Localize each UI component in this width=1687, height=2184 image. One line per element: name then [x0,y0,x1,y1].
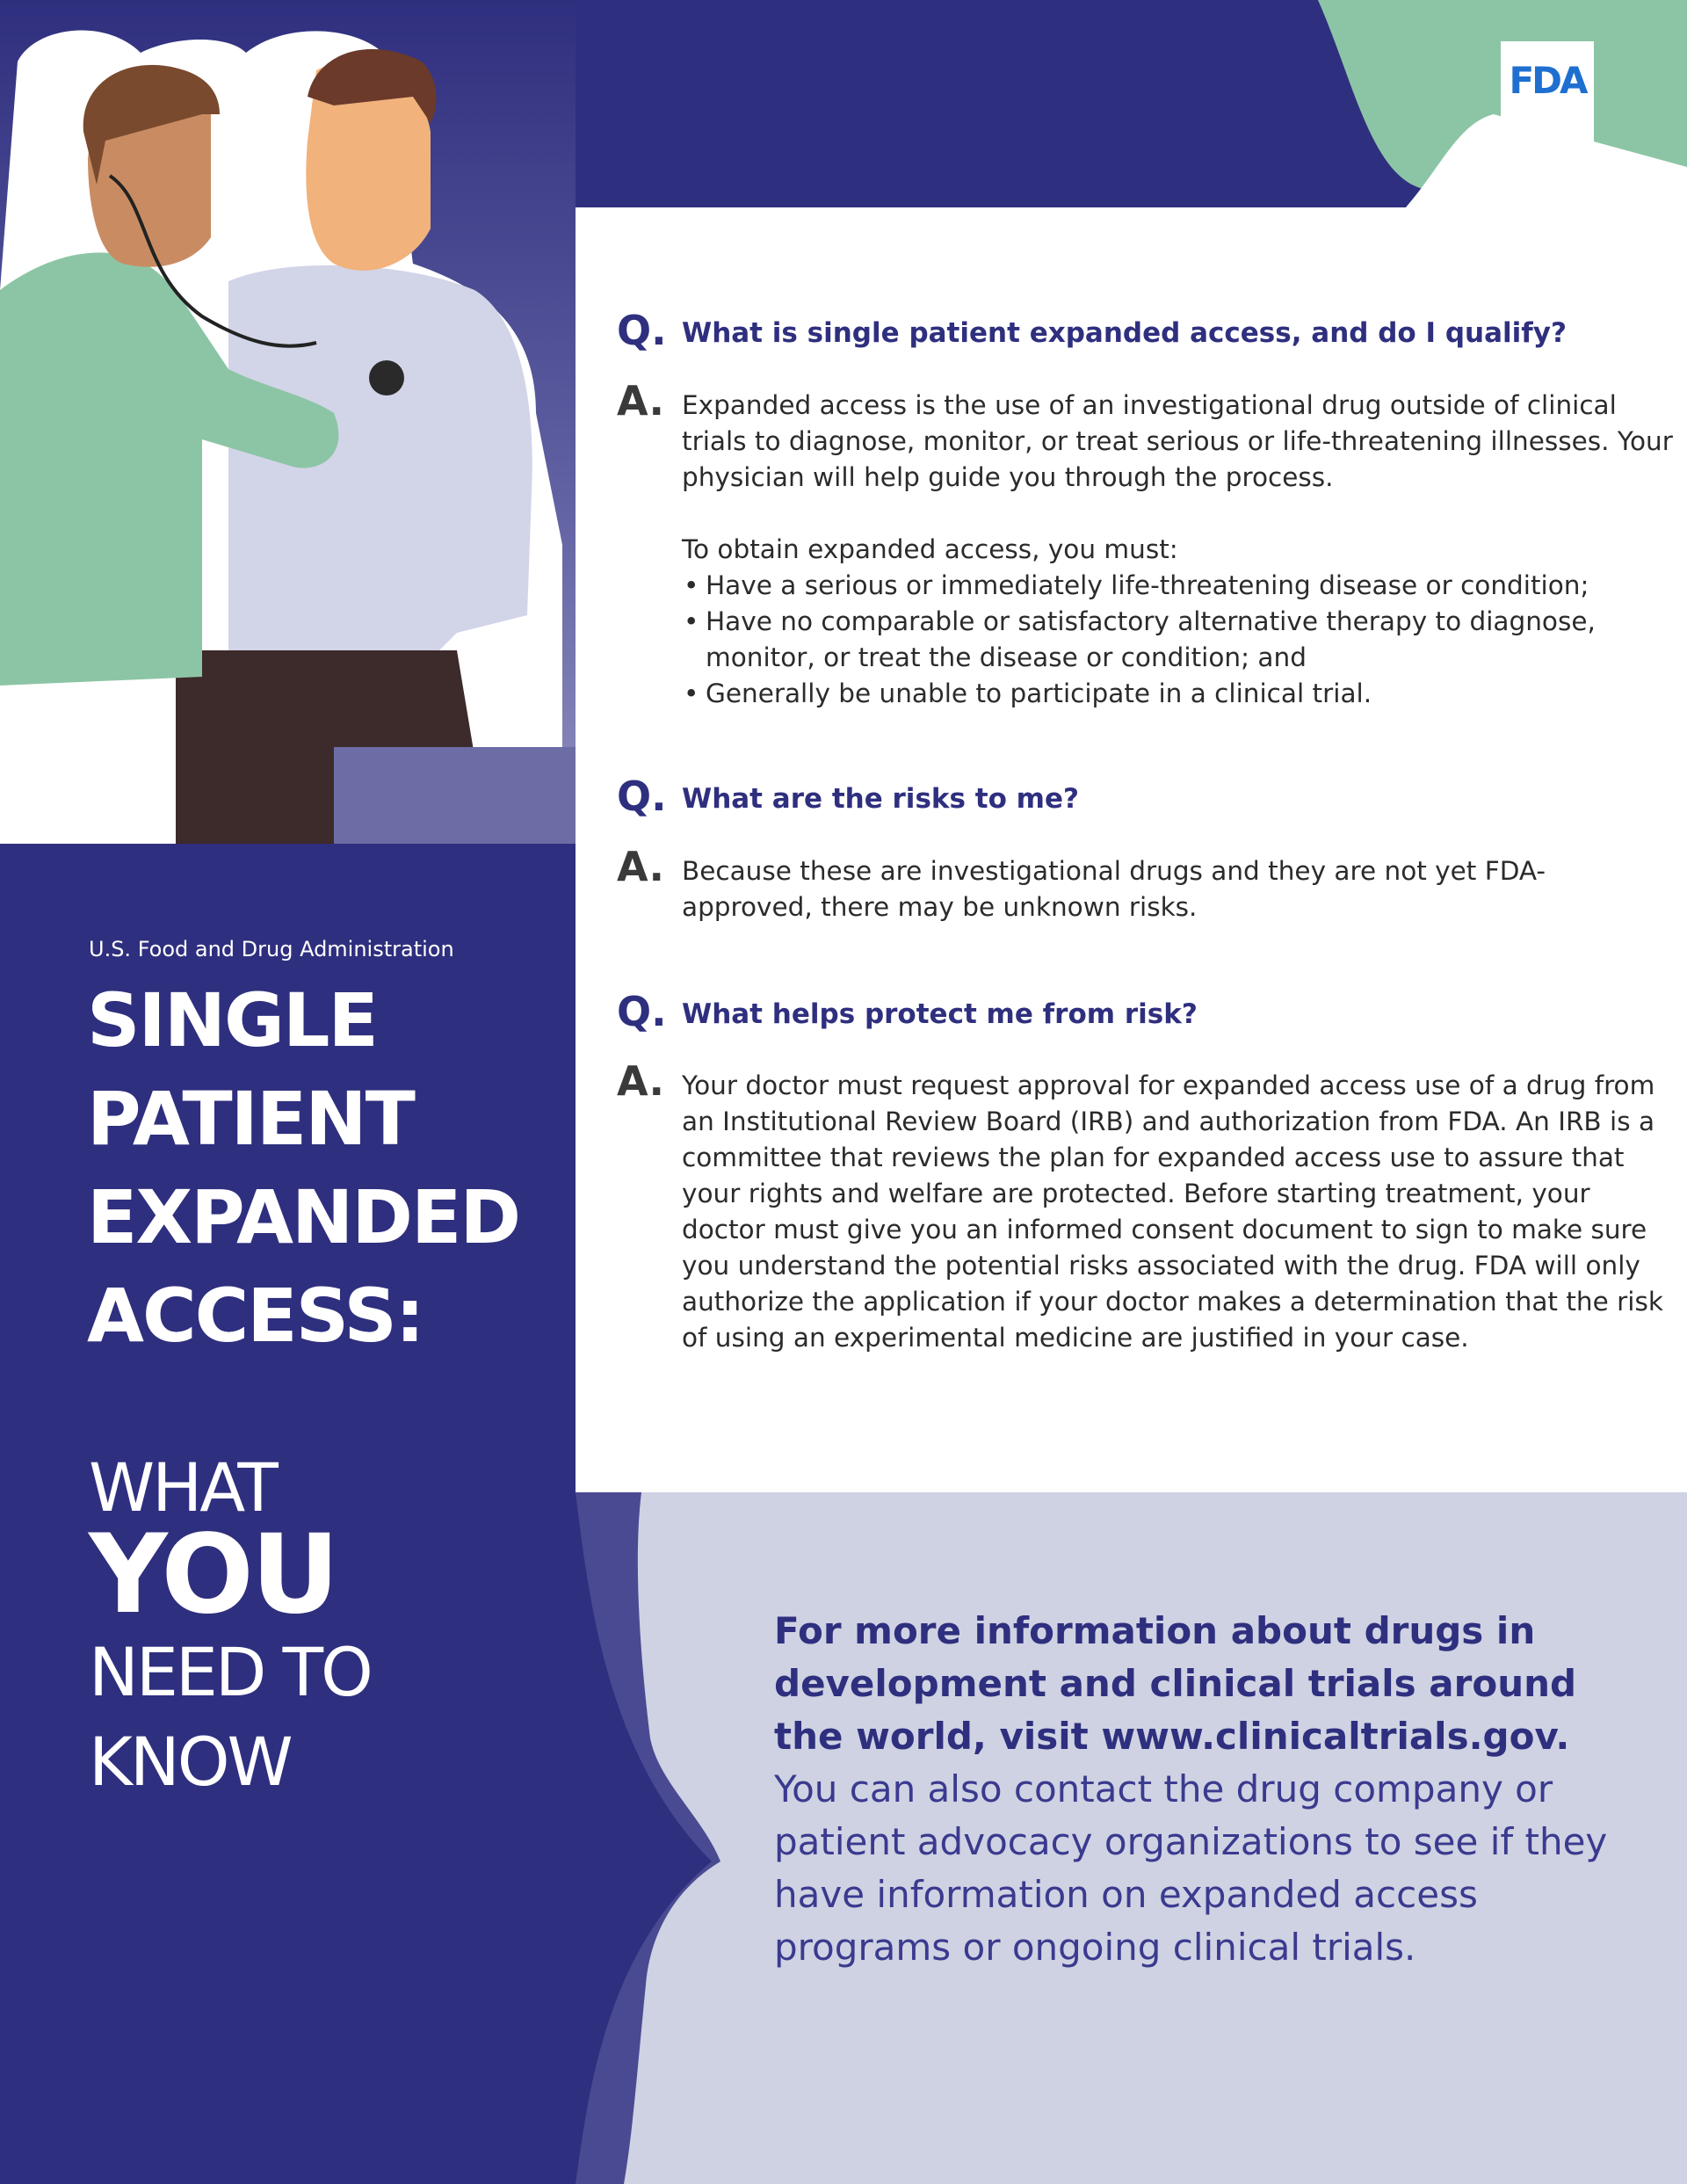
answer-marker: A. [617,1057,664,1105]
answer-text [682,853,1675,925]
subtitle-need-to: NEED TO [89,1633,371,1711]
question-marker: Q. [617,307,667,354]
answer-intro: To obtain expanded access, you must: [682,534,1178,564]
title-line: ACCESS: [87,1273,424,1359]
list-item: • Have no comparable or satisfactory alternative therapy to diagnose, monitor, or treat the disease or condition; and [682,604,1675,676]
more-info-regular: You can also contact the drug company or patient advocacy organizations to see if they have information on expanded access programs or ongoing clinical trials. [774,1767,1608,1969]
question-text: What are the risks to me? [682,783,1079,815]
answer-paragraph: Because these are investigational drugs and they are not yet FDA-approved, there may be unknown risks. [682,856,1546,922]
answer-paragraph: Expanded access is the use of an investigational drug outside of clinical trials to diagnose, monitor, or treat serious or life-threatening illnesses. Your physician will help guide you through the process. [682,390,1673,492]
answer-paragraph: Your doctor must request approval for expanded access use of a drug from an Institutional Review Board (IRB) and authorization from FDA. An IRB is a committee that reviews the plan for expanded access use to assure that your rights and welfare are protected. Before starting treatment, your doctor must give you an informed consent document to sign to make sure you understand the potential risks associated with the drug. FDA will only authorize the application if your doctor makes a determination that the risk of using an experimental medicine are justified in your case. [682,1070,1663,1353]
question-text: What helps protect me from risk? [682,998,1198,1030]
question-marker: Q. [617,773,667,820]
list-item: • Have a serious or immediately life-threatening disease or condition; [682,568,1675,604]
question-text: What is single patient expanded access, and do I qualify? [682,317,1567,349]
organization-name: U.S. Food and Drug Administration [89,937,454,961]
title-line: SINGLE [87,977,377,1063]
doctor-patient-illustration [0,0,576,844]
fda-logo-text: FDA [1509,59,1586,102]
answer-text [682,1068,1675,1356]
subtitle-you: YOU [89,1512,337,1638]
answer-marker: A. [617,843,664,890]
info-panel-notch [536,1492,738,2184]
answer-marker: A. [617,377,664,424]
question-marker: Q. [617,988,667,1035]
fda-logo [1501,41,1594,153]
cover-title [87,971,519,1365]
more-info-bold: For more information about drugs in development and clinical trials around the world, visit www.clinicaltrials.gov. [774,1609,1577,1758]
qa-panel [576,207,1687,1492]
title-line: PATIENT [87,1076,414,1162]
subtitle-know: KNOW [89,1723,291,1801]
list-item: • Generally be unable to participate in a clinical trial. [682,676,1675,712]
answer-text [682,388,1675,712]
more-info-text [774,1605,1653,1974]
requirements-list [682,568,1675,712]
subtitle-what: WHAT [89,1448,276,1527]
title-line: EXPANDED [87,1174,520,1260]
